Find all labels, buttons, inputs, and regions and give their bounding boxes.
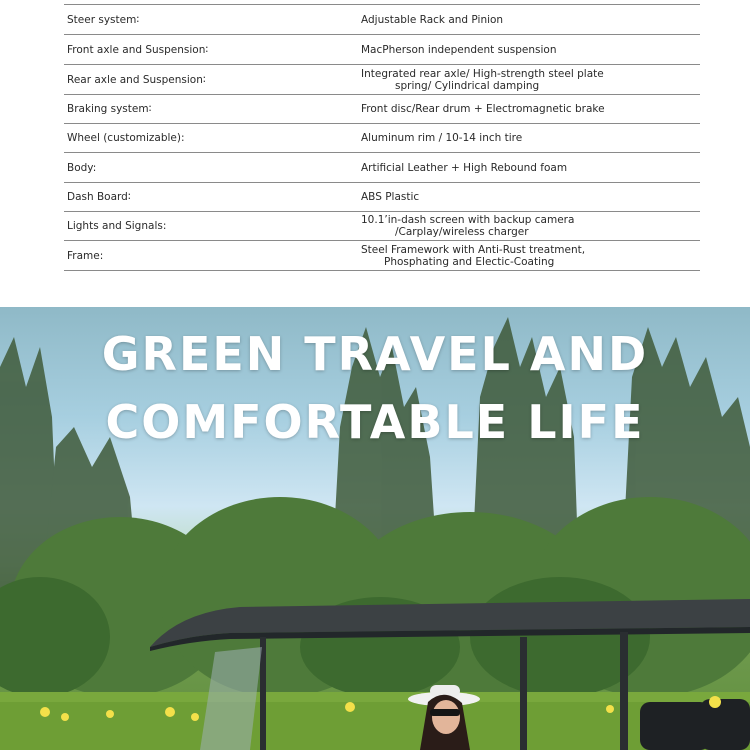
spec-value bbox=[361, 5, 621, 34]
spec-row-front-axle bbox=[64, 35, 700, 65]
headline-line1: GREEN TRAVEL AND bbox=[101, 327, 649, 381]
spec-row-body bbox=[64, 153, 700, 183]
spec-row-lights bbox=[64, 212, 700, 241]
spec-value-line: Steel Framework with Anti-Rust treatment, bbox=[361, 243, 586, 256]
spec-value-line: ABS Plastic bbox=[361, 191, 420, 203]
spec-value-line: MacPherson independent suspension bbox=[361, 43, 557, 56]
spec-label: Front axle and Suspension∶ bbox=[67, 43, 209, 56]
spec-value-line: /Carplay/wireless charger bbox=[395, 226, 529, 238]
spec-value-line: Aluminum rim / 10-14 inch tire bbox=[361, 132, 523, 144]
hero-banner bbox=[0, 307, 750, 750]
spec-row-dashboard bbox=[64, 183, 700, 212]
spec-value-line: Artificial Leather + High Rebound foam bbox=[361, 161, 568, 174]
spec-value bbox=[361, 95, 621, 123]
spec-value bbox=[361, 212, 621, 240]
spec-value-line: Front disc/Rear drum + Electromagnetic brake bbox=[361, 103, 605, 115]
spec-table bbox=[64, 0, 700, 272]
spec-value-line: Adjustable Rack and Pinion bbox=[361, 13, 504, 26]
spec-label: Rear axle and Suspension∶ bbox=[67, 73, 206, 86]
spec-row-wheel bbox=[64, 124, 700, 153]
spec-value-line: spring/ Cylindrical damping bbox=[395, 79, 540, 92]
headline-line2: COMFORTABLE LIFE bbox=[105, 395, 645, 449]
spec-row-steer bbox=[64, 5, 700, 35]
spec-value-line: 10.1’in-dash screen with backup camera bbox=[361, 214, 575, 226]
spec-value-line: Integrated rear axle/ High-strength steel plate bbox=[361, 67, 604, 80]
spec-value bbox=[361, 65, 621, 94]
spec-value bbox=[361, 241, 621, 270]
spec-row-rear-axle bbox=[64, 65, 700, 95]
spec-value bbox=[361, 153, 621, 182]
spec-label: Steer system∶ bbox=[67, 13, 140, 26]
spec-row-braking bbox=[64, 95, 700, 124]
spec-value-line: Phosphating and Electic-Coating bbox=[384, 255, 555, 268]
spec-label: Braking system∶ bbox=[67, 103, 152, 115]
spec-label: Dash Board∶ bbox=[67, 191, 131, 203]
spec-label: Frame: bbox=[67, 249, 104, 262]
spec-row-frame bbox=[64, 241, 700, 271]
spec-label: Lights and Signals: bbox=[67, 220, 167, 232]
spec-value bbox=[361, 124, 621, 152]
spec-label: Body: bbox=[67, 161, 97, 174]
spec-label: Wheel (customizable): bbox=[67, 132, 185, 144]
spec-value bbox=[361, 35, 621, 64]
spec-value bbox=[361, 183, 621, 211]
